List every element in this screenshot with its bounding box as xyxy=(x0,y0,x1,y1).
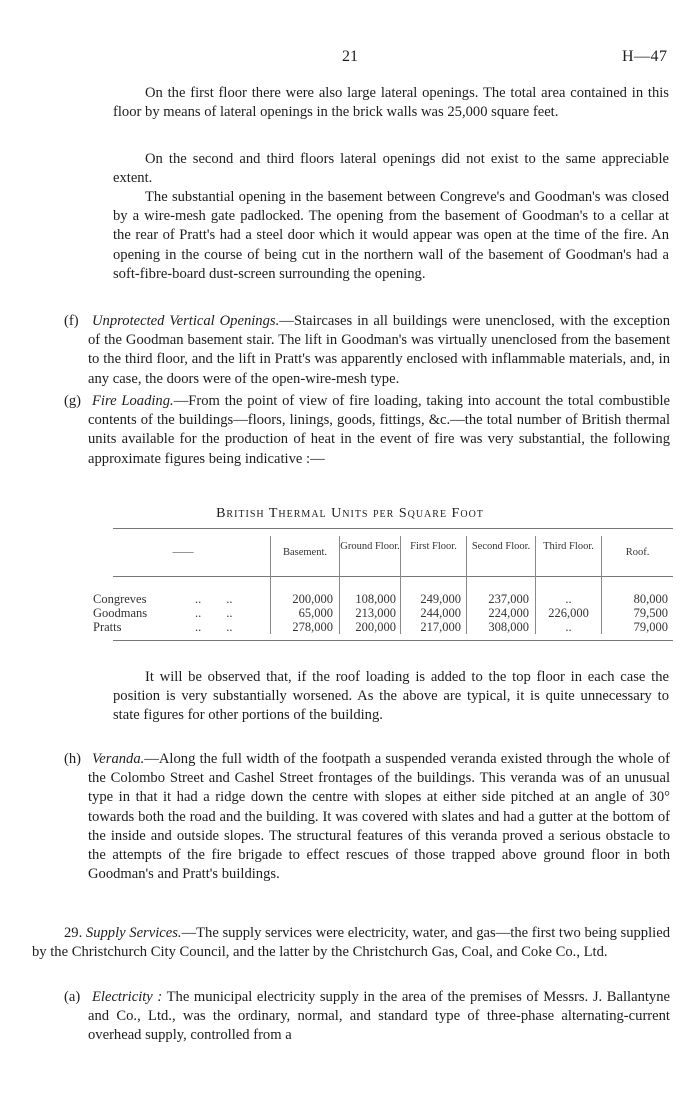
cell: 108,000 xyxy=(355,592,396,606)
item-f-unprotected-openings xyxy=(64,312,670,389)
item-a-body: The municipal electricity supply in the area of the premises of Messrs. J. Ballantyne and Co., Ltd., was the ordinary, normal, and standard type of three-phase alternating-current overhead supply, controlled from a xyxy=(88,989,670,1044)
cell: 308,000 xyxy=(488,620,529,634)
section-29-heading: Supply Services. xyxy=(85,925,182,941)
cell: 237,000 xyxy=(488,592,529,606)
cell: 80,000 xyxy=(633,592,668,606)
cell: 217,000 xyxy=(420,620,461,634)
table-caption: British Thermal Units per Square Foot xyxy=(216,506,484,521)
item-f-heading: Unprotected Vertical Openings. xyxy=(92,313,280,329)
section-29-supply-services xyxy=(32,924,670,962)
item-h-body: —Along the full width of the footpath a suspended veranda existed through the whole of the Colombo Street and Cashel Street frontages of the buildings. This veranda was of an unusual type in that it had a ridge down the centre with slopes at either side pitched at an angle of 30° towards both the road and the building. It was covered with slates and had a gutter at the bottom of the inside and outside slopes. The structural features of this veranda proved a serious obstacle to the attempts of the fire brigade to effect rescues of those trapped above ground floor in both Goodman's and Pratt's buildings. xyxy=(88,751,670,883)
cell: .. xyxy=(565,620,572,634)
document-reference: H—47 xyxy=(622,48,668,65)
item-h-heading: Veranda. xyxy=(92,751,145,767)
cell: 65,000 xyxy=(298,606,333,620)
section-29-number: 29. xyxy=(64,925,83,941)
header-first-floor: First Floor. xyxy=(410,541,457,552)
cell: 79,000 xyxy=(633,620,668,634)
item-f-label: (f) xyxy=(64,313,79,329)
section-29-body: —The supply services were electricity, water, and gas—the first two being supplied by the Christchurch City Council, and the latter by the Christchurch Gas, Coal, and Coke Co., Ltd. xyxy=(32,925,670,961)
table-bottom-rule xyxy=(113,640,673,641)
item-f-body: —Staircases in all buildings were unenclosed, with the exception of the Goodman basement stair. The lift in Goodman's was virtually unenclosed from the basement to the third floor, and the lift in Pratt's was apparently enclosed with inflammable materials, and, in any case, the doors were of the open-wire-mesh type. xyxy=(88,313,670,387)
cell: 200,000 xyxy=(292,592,333,606)
item-g-fire-loading xyxy=(64,392,670,469)
cell: 278,000 xyxy=(292,620,333,634)
row-leader-dots: .. .. xyxy=(195,620,233,634)
paragraph-first-floor: On the first floor there were also large lateral openings. The total area contained in this floor by means of lateral openings in the brick walls was 25,000 square feet. xyxy=(113,85,669,121)
table-header-rule xyxy=(113,576,673,577)
header-roof: Roof. xyxy=(625,547,650,558)
item-g-body: —From the point of view of fire loading, taking into account the total combustible contents of the buildings—floors, linings, goods, fittings, &c.—the total number of British thermal units available for the production of heat in the event of fire was very substantial, the following approximate figures being indicative :— xyxy=(88,393,670,467)
cell: 213,000 xyxy=(355,606,396,620)
cell: 200,000 xyxy=(355,620,396,634)
cell: 244,000 xyxy=(420,606,461,620)
header-basement: Basement. xyxy=(282,547,328,558)
item-g-label: (g) xyxy=(64,393,82,409)
table-corner-dash: —— xyxy=(172,547,194,558)
header-second-floor: Second Floor. xyxy=(471,541,531,552)
header-ground-floor: Ground Floor. xyxy=(340,541,400,552)
item-h-veranda xyxy=(64,750,670,884)
row-leader-dots: .. .. xyxy=(195,592,233,606)
page-number: 21 xyxy=(342,48,358,65)
item-h-label: (h) xyxy=(64,751,82,767)
paragraph-basement-openings: The substantial opening in the basement between Congreve's and Goodman's was closed by a wire-mesh gate padlocked. The opening from the basement of Goodman's to a cellar at the rear of Pratt's had a steel door which it would appear was open at the time of the fire. An opening in the course of being cut in the northern wall of the basement of Goodman's had a soft-fibre-board dust-screen surrounding the opening. xyxy=(113,189,669,282)
item-a-heading: Electricity : xyxy=(92,989,163,1005)
cell: 224,000 xyxy=(488,606,529,620)
cell: 249,000 xyxy=(420,592,461,606)
row-name-congreves: Congreves xyxy=(93,592,147,606)
item-a-electricity xyxy=(64,988,670,1046)
cell: .. xyxy=(565,592,572,606)
table-top-rule xyxy=(113,528,673,529)
row-name-pratts: Pratts xyxy=(93,620,122,634)
row-leader-dots: .. .. xyxy=(195,606,233,620)
cell: 79,500 xyxy=(633,606,668,620)
paragraph-roof-loading: It will be observed that, if the roof loading is added to the top floor in each case the position is very substantially worsened. As the above are typical, it is quite unnecessary to state figures for other portions of the building. xyxy=(113,669,669,724)
header-third-floor: Third Floor. xyxy=(543,541,594,552)
row-name-goodmans: Goodmans xyxy=(93,606,148,620)
paragraph-second-third-floors: On the second and third floors lateral openings did not exist to the same appreciable extent. xyxy=(113,151,669,187)
item-g-heading: Fire Loading. xyxy=(92,393,174,409)
cell: 226,000 xyxy=(548,606,589,620)
item-a-label: (a) xyxy=(64,989,81,1005)
